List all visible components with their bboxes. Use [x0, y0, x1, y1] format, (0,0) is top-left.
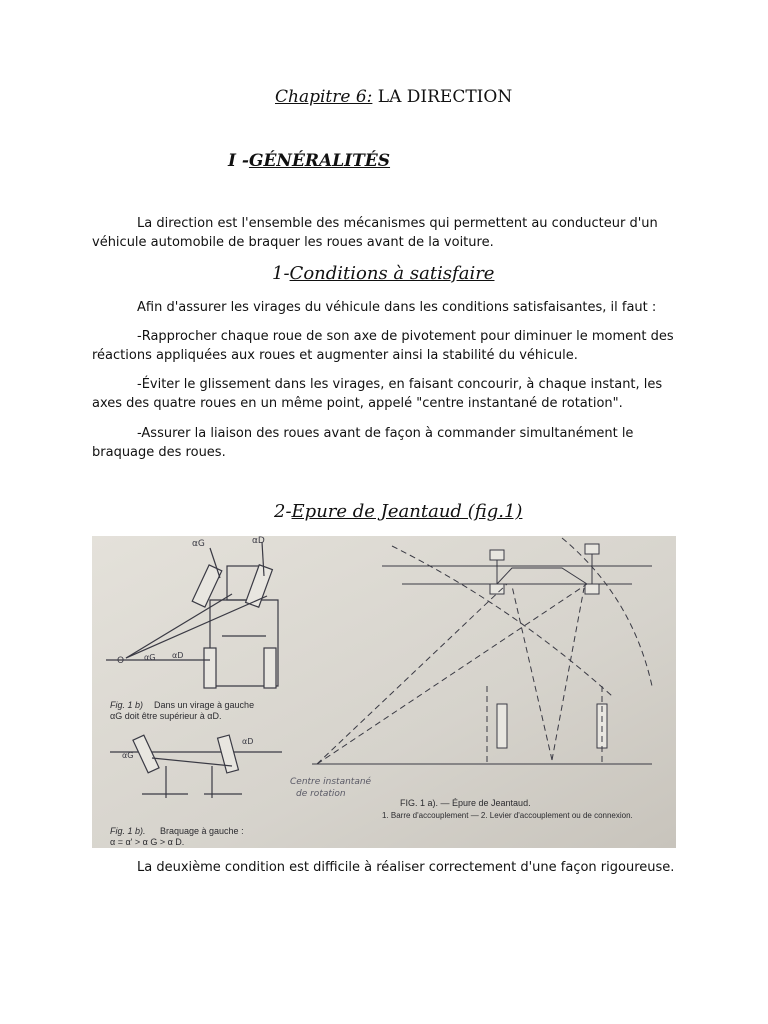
fig-b2-text-2: α = α' > α G > α D. [110, 837, 185, 847]
jeantaud-figure [92, 536, 676, 848]
subsection-1-number: 1- [272, 263, 290, 284]
subsection-2-number: 2- [274, 501, 292, 522]
fig-b-text-1: Dans un virage à gauche [154, 700, 255, 710]
centre-label-1: Centre instantané [290, 777, 372, 787]
fig-a-caption: FIG. 1 a). — Épure de Jeantaud. [400, 798, 531, 808]
subsection-1-heading [272, 263, 494, 284]
subsection-2-heading [274, 501, 522, 522]
subsection-1-title: Conditions à satisfaire [289, 263, 495, 284]
angle-label-ag-top: αG [192, 539, 205, 549]
section-heading [228, 151, 390, 171]
fig-b2-text-1: Braquage à gauche : [160, 826, 244, 836]
condition-item-2: -Éviter le glissement dans les virages, en faisant concourir, à chaque instant, les axes des quatre roues en un même point, appelé "centre instantané de rotation". [92, 377, 663, 411]
conditions-lead: Afin d'assurer les virages du véhicule dans les conditions satisfaisantes, il faut : [137, 300, 657, 315]
fig-b-text-2: αG doit être supérieur à αD. [110, 711, 222, 721]
angle-label-ag-mid: αG [144, 653, 156, 662]
closing-paragraph: La deuxième condition est difficile à réaliser correctement d'une façon rigoureuse. [137, 860, 675, 875]
fig-a-legend: 1. Barre d'accouplement — 2. Levier d'accouplement ou de connexion. [382, 811, 633, 820]
condition-item-1: -Rapprocher chaque roue de son axe de pivotement pour diminuer le moment des réactions appliquées aux roues et augmenter ainsi la stabilité du véhicule. [92, 329, 674, 363]
origin-label: O [117, 656, 125, 666]
fig-b-label: Fig. 1 b) [110, 700, 144, 710]
section-number: I - [228, 151, 249, 171]
section-title: GÉNÉRALITÉS [248, 151, 391, 171]
chapter-name: LA DIRECTION [377, 87, 513, 107]
angle-label-ag-bottom: αG [122, 751, 134, 760]
angle-label-ad-top: αD [252, 536, 265, 546]
subsection-2-title: Epure de Jeantaud (fig.1) [291, 501, 523, 522]
angle-label-ad-bottom: αD [242, 737, 254, 746]
centre-label-2: de rotation [296, 789, 346, 799]
chapter-title [275, 87, 512, 107]
angle-label-ad-mid: αD [172, 651, 184, 660]
chapter-prefix: Chapitre 6: [275, 87, 373, 107]
jeantaud-diagram [92, 536, 676, 848]
fig-b2-label: Fig. 1 b). [110, 826, 146, 836]
condition-item-3: -Assurer la liaison des roues avant de façon à commander simultanément le braquage des roues. [92, 426, 634, 460]
intro-paragraph: La direction est l'ensemble des mécanismes qui permettent au conducteur d'un véhicule automobile de braquer les roues avant de la voiture. [92, 216, 658, 250]
